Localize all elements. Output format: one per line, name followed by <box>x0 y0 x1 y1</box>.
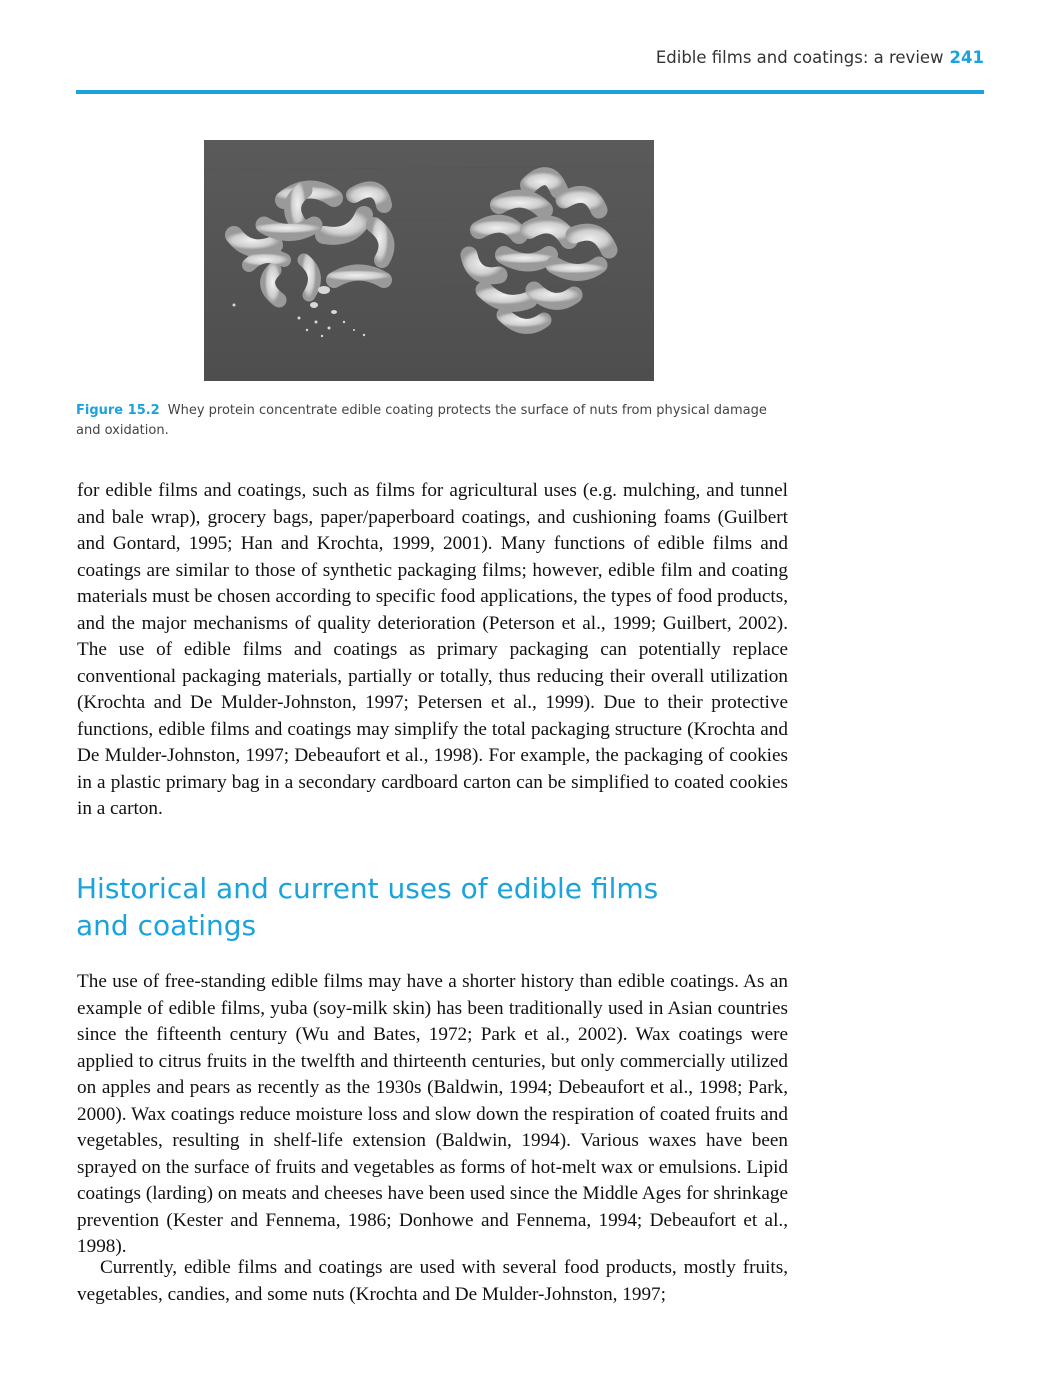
body-paragraph-3: Currently, edible films and coatings are used with several food products, mostly fruits, vegetables, candies, and some nuts (Krochta and De Mulder-Johnston, 1997; <box>77 1257 788 1305</box>
page-number: 241 <box>949 48 984 67</box>
section-heading: Historical and current uses of edible films and coatings <box>76 872 659 942</box>
body-paragraph-1: for edible films and coatings, such as films for agricultural uses (e.g. mulching, and tunnel and bale wrap), grocery bags, paper/paperboard coatings, and cushioning foams (Guilbert and Gontard, 1995; Han and Krochta, 1999, 2001). Many functions of edible films and coatings are similar to those of synthetic packaging films; however, edible film and coating materials must be chosen according to specific food applications, the types of food products, and the major mechanisms of quality deterioration (Peterson et al., 1999; Guilbert, 2002). The use of edible films and coatings as primary packaging can potentially replace conventional packaging materials, partially or totally, thus reducing their overall utilization (Krochta and De Mulder-Johnston, 1997; Petersen et al., 1999). Due to their protective functions, edible films and coatings may simplify the total packaging structure (Krochta and De Mulder-Johnston, 1997; Debeaufort et al., 1998). For example, the packaging of cookies in a plastic primary bag in a secondary cardboard carton can be simplified to coated cookies in a carton. <box>77 480 788 819</box>
figure-label: Figure 15.2 <box>76 403 160 418</box>
running-title: Edible films and coatings: a review <box>655 48 944 67</box>
figure-caption-text: Whey protein concentrate edible coating protects the surface of nuts from physical damage and oxidation. <box>76 403 767 438</box>
figure-caption <box>76 401 776 441</box>
running-head <box>656 48 984 67</box>
header-rule <box>76 90 984 94</box>
figure-photo <box>204 140 654 381</box>
body-paragraph-2: The use of free-standing edible films may have a shorter history than edible coatings. As an example of edible films, yuba (soy-milk skin) has been traditionally used in Asian countries since the fifteenth century (Wu and Bates, 1972; Park et al., 2002). Wax coatings were applied to citrus fruits in the twelfth and thirteenth centuries, but only commercially utilized on apples and pears as recently as the 1930s (Baldwin, 1994; Debeaufort et al., 1998; Park, 2000). Wax coatings reduce moisture loss and slow down the respiration of coated fruits and vegetables, resulting in shelf-life extension (Baldwin, 1994). Various waxes have been sprayed on the surface of fruits and vegetables as forms of hot-melt wax or emulsions. Lipid coatings (larding) on meats and cheeses have been used since the Middle Ages for shrinkage prevention (Kester and Fennema, 1986; Donhowe and Fennema, 1994; Debeaufort et al., 1998). <box>77 971 788 1257</box>
cashew-photo-illustration <box>204 140 654 381</box>
